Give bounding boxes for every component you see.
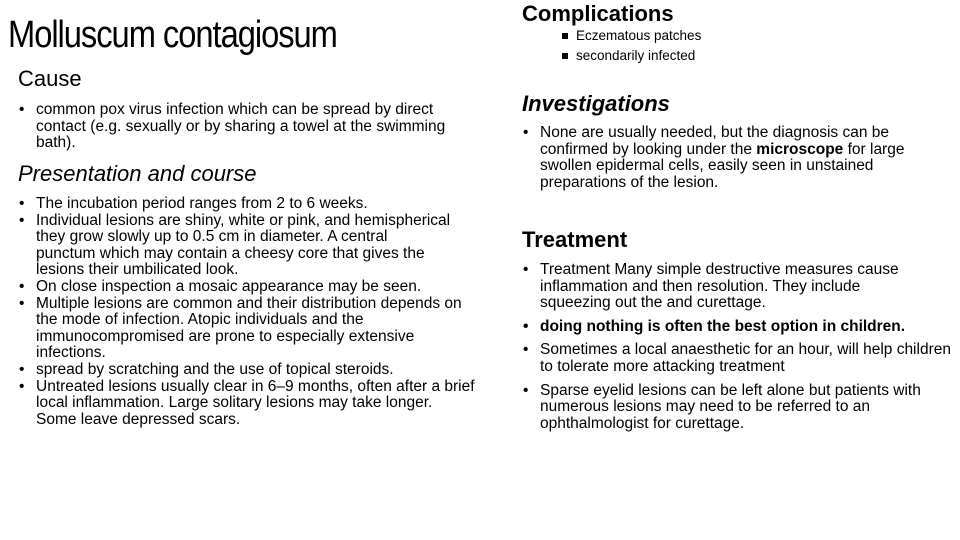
list-item: • The incubation period ranges from 2 to 6 weeks. xyxy=(18,196,488,213)
investigation-text-end: for large swollen epidermal cells, easily seen in unstained preparations of the lesion. xyxy=(540,140,905,191)
list-item: • Sparse eyelid lesions can be left alone but patients with numerous lesions may need to be referred to an ophthalmologist for curettage. xyxy=(522,383,958,433)
investigation-text-bold: microscope xyxy=(756,140,844,158)
treatment-list xyxy=(522,262,958,432)
presentation-heading: Presentation and course xyxy=(18,161,257,186)
complications-list xyxy=(560,26,701,66)
investigations-heading: Investigations xyxy=(522,91,670,116)
list-item xyxy=(522,125,956,191)
list-item: secondarily infected xyxy=(560,46,701,66)
page-title: Molluscum contagiosum xyxy=(8,14,337,56)
treatment-heading: Treatment xyxy=(522,227,628,252)
list-item: • Treatment Many simple destructive measures cause inflammation and then resolution. They include squeezing out the and curettage. xyxy=(522,262,920,312)
list-item: • doing nothing is often the best option in children. xyxy=(522,319,958,336)
list-item: • Multiple lesions are common and their distribution depends on the mode of infection. Atopic individuals and the immunocompromised are prone to especially extensive infections. xyxy=(18,296,476,362)
cause-heading: Cause xyxy=(18,66,82,91)
cause-list xyxy=(18,102,468,152)
investigation-text-start: None are usually needed, but the diagnosis can be confirmed by looking under the xyxy=(540,124,889,158)
list-item: • spread by scratching and the use of topical steroids. xyxy=(18,362,488,379)
list-item: Eczematous patches xyxy=(560,26,701,46)
list-item: • Untreated lesions usually clear in 6–9 months, often after a brief local inflammation. Large solitary lesions may take longer. Some leave depressed scars. xyxy=(18,379,476,429)
investigations-list xyxy=(522,125,956,191)
list-item: • Individual lesions are shiny, white or pink, and hemispherical they grow slowly up to 0.5 cm in diameter. A central punctum which may contain a cheesy core that gives the lesions their umbilicated look. xyxy=(18,213,451,279)
list-item: • common pox virus infection which can be spread by direct contact (e.g. sexually or by sharing a towel at the swimming bath). xyxy=(18,102,468,152)
complications-heading: Complications xyxy=(522,1,674,26)
presentation-list xyxy=(18,196,488,428)
list-item: • On close inspection a mosaic appearance may be seen. xyxy=(18,279,488,296)
list-item: • Sometimes a local anaesthetic for an hour, will help children to tolerate more attacking treatment xyxy=(522,342,958,375)
